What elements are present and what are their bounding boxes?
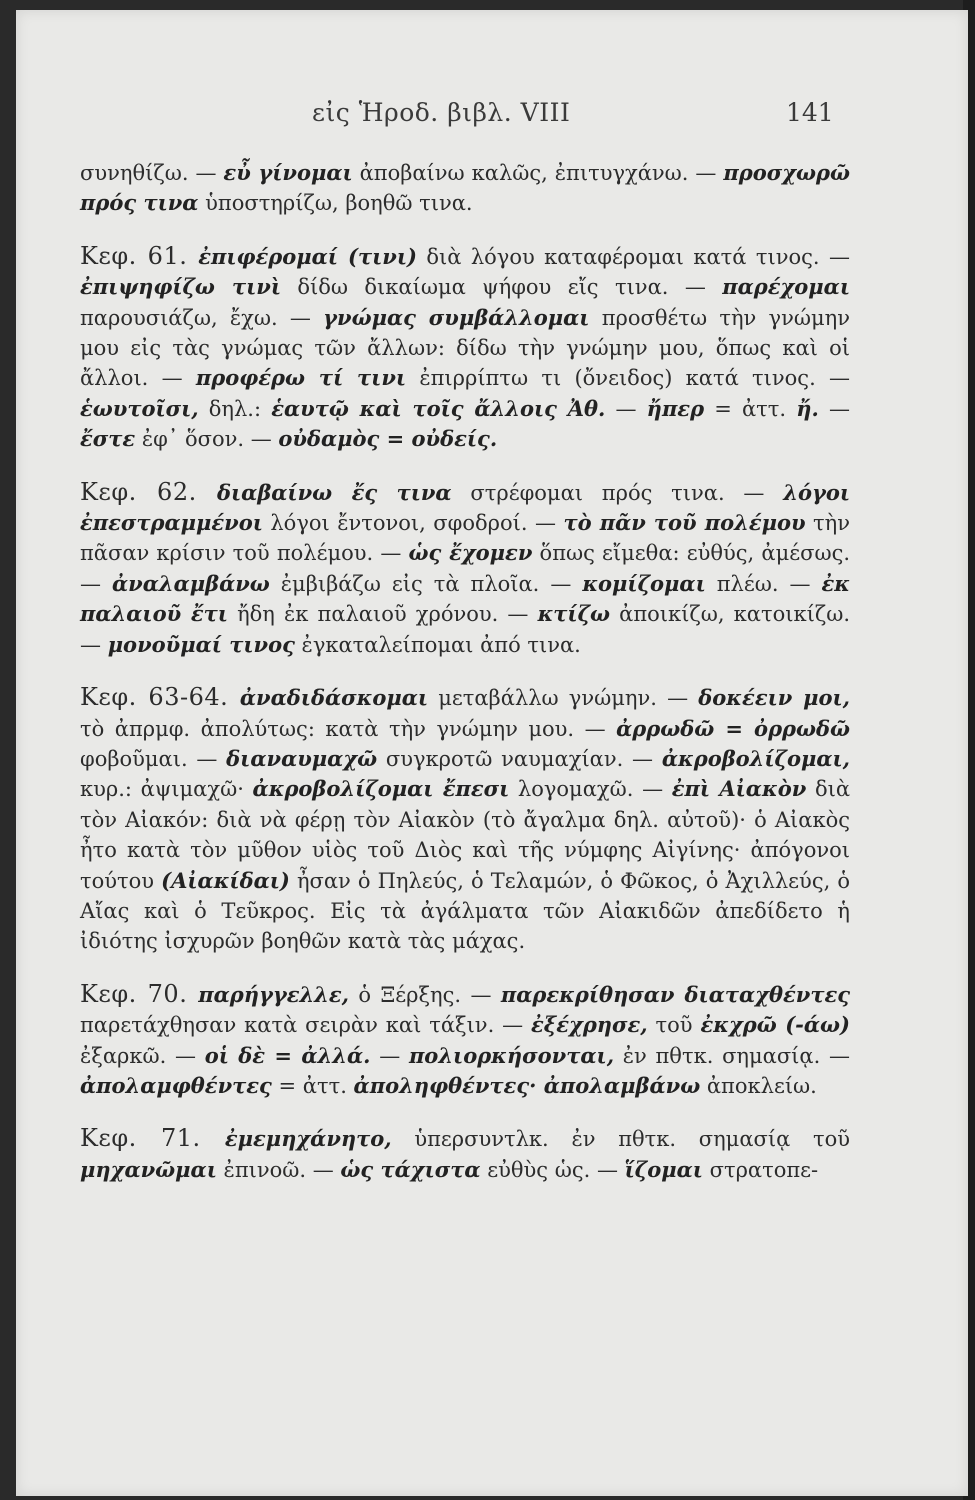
gloss-text: ὅπως εἴμεθα: εὐθύς, ἀμέσως. — bbox=[80, 541, 851, 596]
lemma: γνώμας συμβάλλομαι bbox=[323, 304, 590, 330]
paragraph-ch-70 bbox=[80, 979, 850, 1102]
gloss-text: ἐπινοῶ. — bbox=[216, 1157, 341, 1182]
gloss-text: τὴν πᾶσαν κρίσιν τοῦ πολέμου. — bbox=[80, 511, 850, 566]
lemma: ἀκροβολίζομαι, bbox=[661, 745, 850, 771]
lemma: ἐκ παλαιοῦ ἔτι bbox=[80, 570, 850, 627]
lemma: πολιορκήσονται, bbox=[408, 1042, 615, 1068]
paragraph-ch-62 bbox=[80, 477, 850, 660]
lemma: ἐξέχρησε, bbox=[531, 1012, 648, 1038]
lemma: ἀναλαμβάνω bbox=[111, 570, 270, 596]
lemma: ἀναδιδάσκομαι bbox=[239, 685, 429, 711]
chapter-label: Κεφ. 71. bbox=[80, 1124, 225, 1153]
lemma: ἐμεμηχάνητο, bbox=[224, 1126, 392, 1152]
gloss-text: πλέω. — bbox=[705, 571, 822, 596]
chapter-label: Κεφ. 70. bbox=[80, 979, 199, 1008]
gloss-text: — bbox=[605, 396, 647, 421]
lemma: διαναυμαχῶ bbox=[226, 745, 378, 771]
lemma: διαβαίνω ἔς τινα bbox=[216, 479, 452, 505]
lemma: λόγοι ἐπεστραμμένοι bbox=[80, 479, 850, 536]
lemma: παρήγγελλε, bbox=[198, 981, 349, 1007]
lemma: (Αἰακίδαι) bbox=[161, 867, 290, 893]
chapter-label: Κεφ. 62. bbox=[80, 477, 217, 506]
gloss-text: παρουσιάζω, ἔχω. — bbox=[80, 305, 324, 330]
lemma: οὐδαμὸς = οὐδείς. bbox=[278, 426, 498, 452]
lemma: τὸ πᾶν τοῦ πολέμου bbox=[563, 510, 806, 536]
lemma: κτίζω bbox=[537, 601, 611, 627]
gloss-text: συνηθίζω. — bbox=[80, 161, 224, 185]
gloss-text: ἀποβαίνω καλῶς, ἐπιτυγχάνω. — bbox=[352, 161, 724, 185]
chapter-label: Κεφ. 63-64. bbox=[80, 683, 240, 712]
lemma: παρεκρίθησαν διαταχθέντες bbox=[500, 981, 850, 1007]
gloss-text: μεταβάλλω γνώμην. — bbox=[428, 686, 699, 711]
gloss-text: κυρ.: ἀψιμαχῶ· bbox=[80, 777, 253, 802]
gloss-text: — bbox=[370, 1043, 409, 1068]
lemma: μονοῦμαί τινος bbox=[107, 631, 295, 657]
lemma: ἵζομαι bbox=[624, 1156, 703, 1182]
lemma: ἀρρωδῶ = ὀρρωδῶ bbox=[616, 715, 850, 741]
lemma: ἐπιψηφίζω τινὶ bbox=[80, 274, 281, 300]
paragraph-ch-71 bbox=[80, 1123, 850, 1185]
lemma: ἤ. bbox=[796, 395, 819, 421]
lemma: ὡς τάχιστα bbox=[340, 1156, 481, 1182]
paragraph-ch-61 bbox=[80, 241, 850, 455]
gloss-text: ἀποκλείω. bbox=[700, 1073, 817, 1098]
lemma: ἀπολαμφθέντες bbox=[80, 1072, 272, 1098]
gloss-text: διὰ τὸν Αἰακόν: διὰ νὰ φέρῃ τὸν Αἰακὸν (τὸ ἄγαλμα δηλ. αὐτοῦ)· ὁ Αἰακὸς ἦτο κατὰ τὸν μῦθον υἱὸς τοῦ Διὸς καὶ τῆς νύμφης Αἰγίνης· ἀπόγονοι τούτου bbox=[80, 777, 851, 893]
gloss-text: λογομαχῶ. — bbox=[509, 777, 672, 802]
lemma: ἀποληφθέντες· ἀπολαμβάνω bbox=[353, 1072, 701, 1098]
lemma: ἤπερ bbox=[646, 395, 705, 421]
gloss-text: παρετάχθησαν κατὰ σειρὰν καὶ τάξιν. — bbox=[80, 1013, 532, 1038]
chapter-label: Κεφ. 61. bbox=[80, 241, 199, 270]
lemma: κομίζομαι bbox=[582, 570, 706, 596]
gloss-text: προσθέτω τὴν γνώμην μου εἰς τὰς γνώμας τῶν ἄλλων: δίδω τὴν γνώμην μου, ὅπως καὶ οἱ ἄλλοι. — bbox=[80, 305, 850, 391]
lemma: οἱ δὲ = ἀλλά. bbox=[204, 1042, 371, 1068]
lemma: παρέχομαι bbox=[722, 274, 850, 300]
lemma: προσχωρῶ πρός τινα bbox=[80, 160, 850, 216]
gloss-text: ὑπερσυντλκ. ἐν πθτκ. σημασίᾳ τοῦ bbox=[391, 1127, 850, 1152]
gloss-text: ἐξαρκῶ. — bbox=[80, 1043, 205, 1068]
lemma: εὖ γίνομαι bbox=[223, 160, 353, 185]
gloss-text: ὁ Ξέρξης. — bbox=[349, 982, 501, 1007]
gloss-text: δηλ.: bbox=[198, 396, 272, 421]
gloss-text: ἐπιρρίπτω τι (ὄνειδος) κατά τινος. — bbox=[406, 366, 851, 391]
gloss-text: τὸ ἀπρμφ. ἀπολύτως: κατὰ τὴν γνώμην μου. — bbox=[80, 716, 617, 741]
lemma: ἐκχρῶ (-άω) bbox=[700, 1012, 850, 1038]
gloss-text: ἐν πθτκ. σημασίᾳ. — bbox=[614, 1043, 850, 1068]
gloss-text: διὰ λόγου καταφέρομαι κατά τινος. — bbox=[416, 244, 850, 269]
gloss-text: = ἀττ. bbox=[271, 1073, 354, 1098]
gloss-text: = ἀττ. bbox=[704, 396, 797, 421]
gloss-text: — bbox=[818, 396, 850, 421]
lemma: ἔστε bbox=[80, 426, 136, 452]
gloss-text: συγκροτῶ ναυμαχίαν. — bbox=[377, 746, 662, 771]
gloss-text: εὐθὺς ὡς. — bbox=[480, 1157, 625, 1182]
lemma: ἐπιφέρομαί (τινι) bbox=[198, 243, 417, 269]
gloss-text: τοῦ bbox=[647, 1013, 701, 1038]
lemma: δοκέειν μοι, bbox=[698, 685, 850, 711]
paragraph-ch-63-64 bbox=[80, 682, 850, 957]
gloss-text: ἐμβιβάζω εἰς τὰ πλοῖα. — bbox=[269, 571, 583, 596]
gloss-text: ἐγκαταλείπομαι ἀπό τινα. bbox=[294, 632, 581, 657]
lemma: προφέρω τί τινι bbox=[195, 365, 407, 391]
gloss-text: ὑποστηρίζω, βοηθῶ τινα. bbox=[198, 191, 473, 216]
gloss-text: ἐφ᾿ ὅσον. — bbox=[135, 427, 279, 452]
lemma: ἀκροβολίζομαι ἔπεσι bbox=[252, 776, 510, 802]
page-header bbox=[16, 98, 968, 138]
commentary-body bbox=[80, 158, 850, 1185]
gloss-text: στρατοπε- bbox=[702, 1157, 819, 1182]
lemma: ἑωυτοῖσι, bbox=[80, 395, 199, 421]
gloss-text: δίδω δικαίωμα ψήφου εἴς τινα. — bbox=[280, 275, 723, 300]
gloss-text: ἤδη ἐκ παλαιοῦ χρόνου. — bbox=[227, 602, 538, 627]
lemma: ἑαυτῷ καὶ τοῖς ἄλλοις Ἀθ. bbox=[271, 395, 606, 421]
gloss-text: στρέφομαι πρός τινα. — bbox=[451, 480, 784, 505]
gloss-text: ἀποικίζω, κατοικίζω. — bbox=[80, 602, 851, 657]
gloss-text: φοβοῦμαι. — bbox=[80, 746, 227, 771]
book-page bbox=[16, 10, 968, 1496]
paragraph-continuation bbox=[80, 158, 850, 219]
lemma: μηχανῶμαι bbox=[80, 1156, 217, 1182]
gloss-text: ἦσαν ὁ Πηλεύς, ὁ Τελαμών, ὁ Φῶκος, ὁ Ἀχιλλεύς, ὁ Αἴας καὶ ὁ Τεῦκρος. Εἰς τὰ ἀγάλματα τῶν Αἰακιδῶν ἀπεδίδετο ἡ ἰδιότης ἰσχυρῶν βοηθῶν κατὰ τὰς μάχας. bbox=[80, 868, 850, 954]
lemma: ἐπὶ Αἰακὸν bbox=[671, 776, 807, 802]
gloss-text: λόγοι ἔντονοι, σφοδροί. — bbox=[262, 511, 564, 536]
lemma: ὡς ἔχομεν bbox=[408, 540, 533, 566]
running-title: εἰς Ἡροδ. βιβλ. VIII bbox=[312, 98, 571, 127]
page-number: 141 bbox=[786, 98, 834, 127]
